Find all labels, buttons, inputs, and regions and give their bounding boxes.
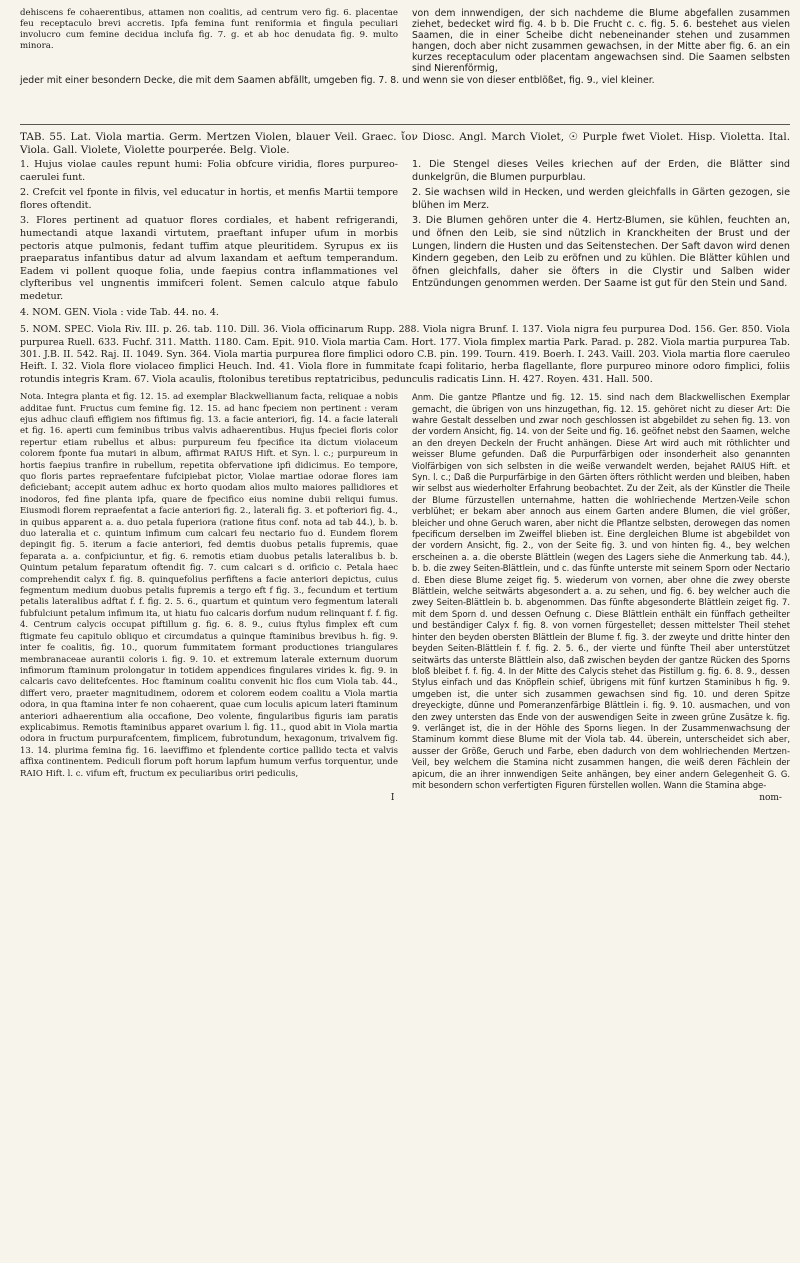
- numbered-sections: [20, 159, 790, 322]
- plate-header: TAB. 55. Lat. Viola martia. Germ. Mertzen Violen, blauer Veil. Graec. ἴον Diosc. Angl. March Violet, ☉ Purple fwet Violet. Hisp. Violetta. Ital. Viola. Gall. Violete, Violette pourperée. Belg. Viole.: [20, 131, 790, 156]
- german-note: Anm. Die gantze Pflantze und fig. 12. 15. sind nach dem Blackwellischen Exemplar gemacht, die übrigen von uns hinzugethan, fig. 12. 15. gehöret nicht zu dieser Art: Die wahre Gestalt desselben und zwar noch geschlossen ist abgebildet zu sehen fig. 13. von der vordern Ansicht, fig. 14. von der Seite und fig. 16. geöfnet nebst den Saamen, welche an den dreyen Deckeln der Frucht anhängen. Diese Art wird auch mit röthlichter und weisser Blume gefunden. Daß die Purpurfärbigen oder insonderheit also genannten Violfärbigen von sich selbsten in die weiße verwandelt werden, bejahet RAIUS Hift. et Syn. l. c.; Daß die Purpurfärbige in den Gärten öfters röthlicht werden und bleiben, haben wir selbst aus wiederholter Erfahrung beobachtet. Zu der Zeit, als der Künstler die Theile der Blume fürzustellen unternahme, hatten die wohlriechende Mertzen-Veile schon verblühet; er bekam aber annoch aus einem Garten andere Blumen, die viel größer, bleicher und ohne Geruch waren, aber nicht die Pflantze selbsten, derowegen das nomen fpecificum derselben im Zweiffel blieben ist. Eine dergleichen Blume ist abgebildet von der vordern Ansicht, fig. 2., von der Seite fig. 3. und von hinten fig. 4., bey welchen erscheinen a. a. die oberste Blättlein (wegen des Lagers siehe die Anmerkung tab. 44.), b. b. die zwey Seiten-Blättlein, und c. das fünfte unterste mit seinem Sporn oder Nectario d. Eben diese Blume zeiget fig. 5. wiederum von vornen, aber ohne die zwey oberste Blättlein, welche seitwärts abgesondert a. a. zu sehen, und fig. 6. bey welcher auch die zwey Seiten-Blättlein b. b. abgenommen. Das fünfte abgesonderte Blättlein zeiget fig. 7. mit dem Sporn d. und dessen Oefnung c. Diese Blättlein enthält ein fünffach getheilter und beständiger Calyx f. fig. 8. von vornen fürgestellet; dessen mittelster Theil stehet hinter den beyden obersten Blättlein der Blume f. fig. 3. der zweyte und dritte hinter den beyden Seiten-Blättlein f. f. fig. 2. 5. 6., der vierte und fünfte Theil aber unterstützet seitwärts das unterste Blättlein also, daß zwischen beyden der gantze Rücken des Sporns bloß bleibet f. f. fig. 4. In der Mitte des Calycis stehet das Pistillum g. fig. 6. 8. 9., dessen Stylus einfach und das Knöpflein schief, übrigens mit fünf kurtzen Staminibus h fig. 9. umgeben ist, die unter sich zusammen gewachsen sind fig. 10. und deren Spitze dreyeckigte, dünne und Pomeranzenfärbige Blättlein i. fig. 9. 10. ausmachen, und von den zwey untersten das Ende von der auswendigen Seite in zween grüne Zusätze k. fig. 9. verlänget ist, die in der Höhle des Sporns liegen. In der Zusammenwachsung der Staminum kommt diese Blume mit der Viola tab. 44. überein, unterscheidet sich aber, ausser der Größe, Geruch und Farbe, eben dadurch von dem wohlriechenden Mertzen-Veil, bey welchem die Stamina nicht zusammen hangen, die weiß deren Fächlein der apicum, die an ihrer innwendigen Seite anhängen, bey einer andern Gelegenheit G. G. mit besondern schon verfertigten Figuren fürstellen wollen. Wann die Stamina abge-: [412, 392, 790, 790]
- notes: [20, 392, 790, 791]
- german-sections: [412, 159, 790, 322]
- latin-column-top: dehiscens fe cohaerentibus, attamen non coalitis, ad centrum vero fig. 6. placentae feu receptaculo brevi accretis. Ipfa femina funt reniformia et fingula peculiari involucro cum femine decidua inclufa fig. 7. g. et ab hoc denudata fig. 9. multo minora.: [20, 8, 398, 51]
- species-synonyms: 5. NOM. SPEC. Viola Riv. III. p. 26. tab. 110. Dill. 36. Viola officinarum Rupp. 288. Viola nigra Brunf. I. 137. Viola nigra feu purpurea Dod. 156. Ger. 850. Viola purpurea Ruell. 633. Fuchf. 311. Matth. 1180. Cam. Epit. 910. Viola martia Cam. Hort. 177. Viola fimplex martia Park. Parad. p. 282. Viola martia purpurea Tab. 301. J.B. II. 542. Raj. II. 1049. Syn. 364. Viola martia purpurea flore fimplici odoro C.B. pin. 199. Tourn. 419. Boerh. I. 243. Vaill. 203. Viola martia flore caeruleo Heift. I. 32. Viola flore violaceo fimplici Heuch. Ind. 41. Viola flore in fummitate fcapi folitario, herba flagellante, flore purpureo minore odoro fimplici, foliis rotundis integris Kram. 67. Viola acaulis, ftolonibus teretibus reptatricibus, pedunculis radicatis Linn. H. 427. Royen. 431. Hall. 500.: [20, 324, 790, 385]
- section-divider: [20, 124, 790, 125]
- page: [20, 8, 790, 1256]
- german-item: 2. Sie wachsen wild in Hecken, und werden gleichfalls in Gärten gezogen, sie blühen im Merz.: [412, 187, 790, 211]
- previous-entry-ending: [20, 8, 790, 74]
- german-item: 1. Die Stengel dieses Veiles kriechen auf der Erden, die Blätter sind dunkelgrün, die Blumen purpurblau.: [412, 159, 790, 183]
- german-column-top: von dem innwendigen, der sich nachdeme die Blume abgefallen zusammen ziehet, bedecket wird fig. 4. b b. Die Frucht c. c. fig. 5. 6. bestehet aus vielen Saamen, die in einer Scheibe dicht nebeneinander stehen und zusammen hangen, doch aber nicht zusammen gewachsen, in der Mitte aber fig. 6. an ein kurzes receptaculum oder placentam angewachsen sind. Die Saamen selbsten sind Nierenförmig,: [412, 8, 790, 74]
- latin-note: Nota. Integra planta et fig. 12. 15. ad exemplar Blackwellianum facta, reliquae a nobis additae funt. Fructus cum femine fig. 12. 15. ad hanc fpeciem non pertinent : veram ejus adhuc claufi effigiem nos fiftimus fig. 13. a facie anteriori, fig. 14. a facie laterali et fig. 16. aperti cum feminibus tribus valvis adhaerentibus. Hujus fpeciei floris color repertur etiam rubellus et albus: purpureum feu fpecifice ita dictum violaceum colorem fponte fua mutari in album, affirmat RAIUS Hift. et Syn. l. c.; purpureum in hortis faepius tranfire in rubellum, repetita obfervatione ipfi didicimus. Eo tempore, quo floris partes repraefentare fufcipiebat pictor, Violae martiae odorae flores iam deficiebant; accepit autem adhuc ex horto quodam alios multo maiores pallidiores et inodoros, fed fine planta ipfa, quare de fpecifico eius nomine dubii reliqui fumus. Eiusmodi florem repraefentat a facie anteriori fig. 2., laterali fig. 3. et pofteriori fig. 4., in quibus apparent a. a. duo petala fuperiora (ratione fitus conf. nota ad tab 44.), b. b. duo lateralia et c. quintum infimum cum calcari feu nectario fuo d. Eundem florem depingit fig. 5. iterum a facie anteriori, fed demtis duobus petalis fupremis, quae feparata a. a. confpiciuntur, et fig. 6. remotis etiam duobus petalis lateralibus b. b. Quintum petalum feparatum oftendit fig. 7. cum calcari s d. orificio c. Petala haec comprehendit calyx f. fig. 8. quinquefolius perfiftens a facie anteriori depictus, cuius fegmentum medium duobus petalis fupremis a tergo eft f fig. 3., fecundum et tertium petalis lateralibus adftat f. f. fig. 2. 5. 6., quartum et quintum vero fegmentum laterali fubfulciunt petalum infimum ita, ut hiatu fuo calcaris dorfum nudum relinquant f. f. fig. 4. Centrum calycis occupat piftillum g. fig. 6. 8. 9., cuius ftylus fimplex eft cum ftigmate feu capitulo obliquo et circumdatus a quinque ftaminibus brevibus h. fig. 9. inter fe coalitis, fig. 10., quorum fummitatem formant productiones triangulares membranaceae aurantii coloris i. fig. 9. 10. et extremum laterale externum duorum infimorum ftaminum prolongatur in totidem appendices fingulares virides k. fig. 9. in calcaris cavo delitefcentes. Hoc ftaminum coalitu convenit hic flos cum Viola tab. 44., differt vero, praeter magnitudinem, odorem et colorem eodem coalitu a Viola martia odora, in qua ftamina inter fe non cohaerent, quae cum loculis apicum lateri ftaminum anteriori adhaerentium alia occafione, Deo volente, fingularibus figuris iam paratis explicabimus. Remotis ftaminibus apparet ovarium l. fig. 11., quod abit in Viola martia odora in fructum purpurafcentem, fimplicem, fubrotundum, hexagonum, trivalvem fig. 13. 14. plurima femina fig. 16. laeviffimo et fplendente cortice pallido tecta et valvis affixa continentem. Pediculi florum poft horum lapfum humum verfus torquentur, unde RAIO Hift. l. c. vifum eft, fructum ex peculiaribus oriri pediculis,: [20, 392, 398, 779]
- page-footer: [20, 793, 790, 803]
- latin-item: 2. Crefcit vel fponte in filvis, vel educatur in hortis, et menfis Martii tempore flores oftendit.: [20, 187, 398, 211]
- latin-item: 3. Flores pertinent ad quatuor flores cordiales, et habent refrigerandi, humectandi atque laxandi virtutem, praeftant infuper ufum in morbis pectoris atque pulmonis, fedant tuffim atque pleuritidem. Syrupus ex iis praeparatus infantibus datur ad alvum laxandam et aeftum temperandum. Eadem vi pollent quoque folia, unde faepius contra inflammationes vel clyfteribus vel ungnentis immifceri folent. Semen calculo atque fabulo medetur.: [20, 215, 398, 302]
- signature-mark: I: [390, 793, 395, 804]
- catchword: nom-: [759, 793, 782, 804]
- continued-line: jeder mit einer besondern Decke, die mit dem Saamen abfällt, umgeben fig. 7. 8. und wenn sie von dieser entblößet, fig. 9., viel kleiner.: [20, 75, 655, 86]
- latin-sections: [20, 159, 398, 322]
- german-item: 3. Die Blumen gehören unter die 4. Hertz-Blumen, sie kühlen, feuchten an, und öfnen den Leib, sie sind nützlich in Kranckheiten der Brust und der Lungen, lindern die Husten und das Seitenstechen. Der Saft davon wird denen Kindern gegeben, den Leib zu eröfnen und zu kühlen. Die Blätter kühlen und öfnen gleichfalls, daher sie öfters in die Clystir und Salben wider Entzündungen genommen werden. Der Saame ist gut für den Stein und Sand.: [412, 215, 790, 290]
- latin-item: 4. NOM. GEN. Viola : vide Tab. 44. no. 4.: [20, 306, 219, 318]
- latin-item: 1. Hujus violae caules repunt humi: Folia obfcure viridia, flores purpureo-caerulei funt.: [20, 159, 398, 183]
